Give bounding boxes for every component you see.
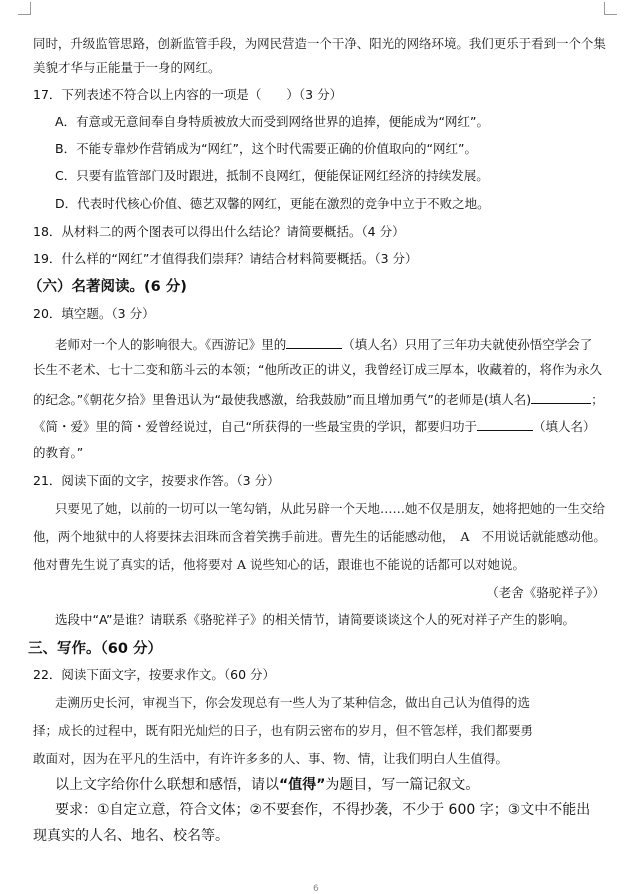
question-20-text: 的纪念。”《朝花夕拾》里鲁迅认为“最使我感激，给我鼓励”而且增加勇气”的老师是(填人名) xyxy=(33,392,532,407)
crop-mark-top-right xyxy=(604,2,617,15)
question-20-line-3: 的纪念。”《朝花夕拾》里鲁迅认为“最使我感激，给我鼓励”而且增加勇气”的老师是(填人名) ； xyxy=(33,392,604,407)
question-20-stem: 20．填空题。（3 分） xyxy=(33,306,155,321)
essay-instruction-line xyxy=(55,778,479,792)
question-20-line-4 xyxy=(33,419,596,434)
question-17-option-d: D．代表时代核心价值、德艺双馨的网红，更能在激烈的竞争中立于不败之地。 xyxy=(55,196,490,211)
question-21-stem: 21．阅读下面的文字，按要求作答。（3 分） xyxy=(33,473,280,488)
question-22-stem: 22．阅读下面文字，按要求作文。（60 分） xyxy=(33,667,276,682)
question-17-option-b: B．不能专靠炒作营销成为“网红”，这个时代需要正确的价值取向的“网红”。 xyxy=(55,141,477,156)
crop-mark-top-left xyxy=(18,2,31,15)
essay-prompt-line-3: 敢面对，因为在平凡的生活中，有许许多多的人、事、物、情，让我们明白人生值得。 xyxy=(33,751,509,766)
essay-instruction-text: 以上文字给你什么联想和感悟，请以 xyxy=(55,777,279,793)
answer-blank[interactable] xyxy=(286,337,342,349)
question-17-option-c: C．只要有监管部门及时跟进，抵制不良网红，便能保证网红经济的持续发展。 xyxy=(55,168,489,183)
question-20-text: （填人名） xyxy=(532,419,596,434)
question-20-text: 《简・爱》里的简・爱曾经说过，自己“所获得的一些最宝贵的学识，都要归功于 xyxy=(33,419,477,434)
question-21-prompt: 选段中“A”是谁？请联系《骆驼祥子》的相关情节，请简要谈谈这个人的死对祥子产生的影响。 xyxy=(55,612,575,627)
excerpt-line-1: 只要见了她，以前的一切可以一笔勾销，从此另辟一个天地……她不仅是朋友，她将把她的一生交给 xyxy=(55,501,606,516)
answer-blank[interactable] xyxy=(477,419,533,431)
question-17-option-a: A．有意或无意间奉自身特质被放大而受到网络世界的追捧，便能成为“网红”。 xyxy=(55,114,490,129)
continued-text-line-1: 同时，升级监管思路，创新监管手段，为网民营造一个干净、阳光的网络环境。我们更乐于看到一个个集 xyxy=(33,36,606,51)
essay-prompt-line-1: 走溯历史长河，审视当下，你会发现总有一些人为了某种信念，做出自己认为值得的选 xyxy=(55,695,531,710)
essay-title: “值得” xyxy=(279,777,326,793)
section-6-heading: （六）名著阅读。(6 分) xyxy=(28,279,187,295)
question-20-text: 老师对一个人的影响很大。《西游记》里的 xyxy=(55,337,287,352)
section-3-heading: 三、写作。（60 分） xyxy=(28,641,162,657)
continued-text-line-2: 美貌才华与正能量于一身的网红。 xyxy=(33,60,221,75)
question-19: 19．什么样的“网红”才值得我们崇拜？请结合材料简要概括。（3 分） xyxy=(33,251,418,266)
excerpt-source: （老舍《骆驼祥子》） xyxy=(486,585,605,600)
question-18: 18．从材料二的两个图表可以得出什么结论？请简要概括。（4 分） xyxy=(33,224,405,239)
essay-prompt-line-2: 择；成长的过程中，既有阳光灿烂的日子，也有阴云密布的岁月，但不管怎样，我们都要勇 xyxy=(33,723,534,738)
answer-blank[interactable] xyxy=(531,392,591,404)
question-20-line-5: 的教育。” xyxy=(33,445,84,460)
excerpt-line-3: 他对曹先生说了真实的话，他将要对 A 说些知心的话，跟谁也不能说的话都可以对她说。 xyxy=(33,557,525,572)
excerpt-line-2: 他，两个地狱中的人将要抹去泪珠而含着笑携手前进。曹先生的话能感动他， A 不用说话就能感动他。 xyxy=(33,529,606,544)
essay-requirements-line-2: 现真实的人名、地名、校名等。 xyxy=(33,828,229,844)
question-20-text: （填人名）只用了三年功夫就使孙悟空学会了 xyxy=(342,337,593,352)
essay-requirements-line-1: 要求：①自定立意，符合文体；②不要套作，不得抄袭，不少于 600 字；③文中不能出 xyxy=(55,802,591,818)
question-20-line-2: 长生不老术、七十二变和筋斗云的本领；“他所改正的讲义，我曾经订成三厚本，收藏着的，将作为永久 xyxy=(33,362,602,377)
essay-instruction-text: 为题目，写一篇记叙文。 xyxy=(325,777,480,793)
question-20-line-1 xyxy=(55,337,592,352)
question-17-stem: 17．下列表述不符合以上内容的一项是（ ）（3 分） xyxy=(33,87,343,102)
page-number: 6 xyxy=(313,884,319,894)
